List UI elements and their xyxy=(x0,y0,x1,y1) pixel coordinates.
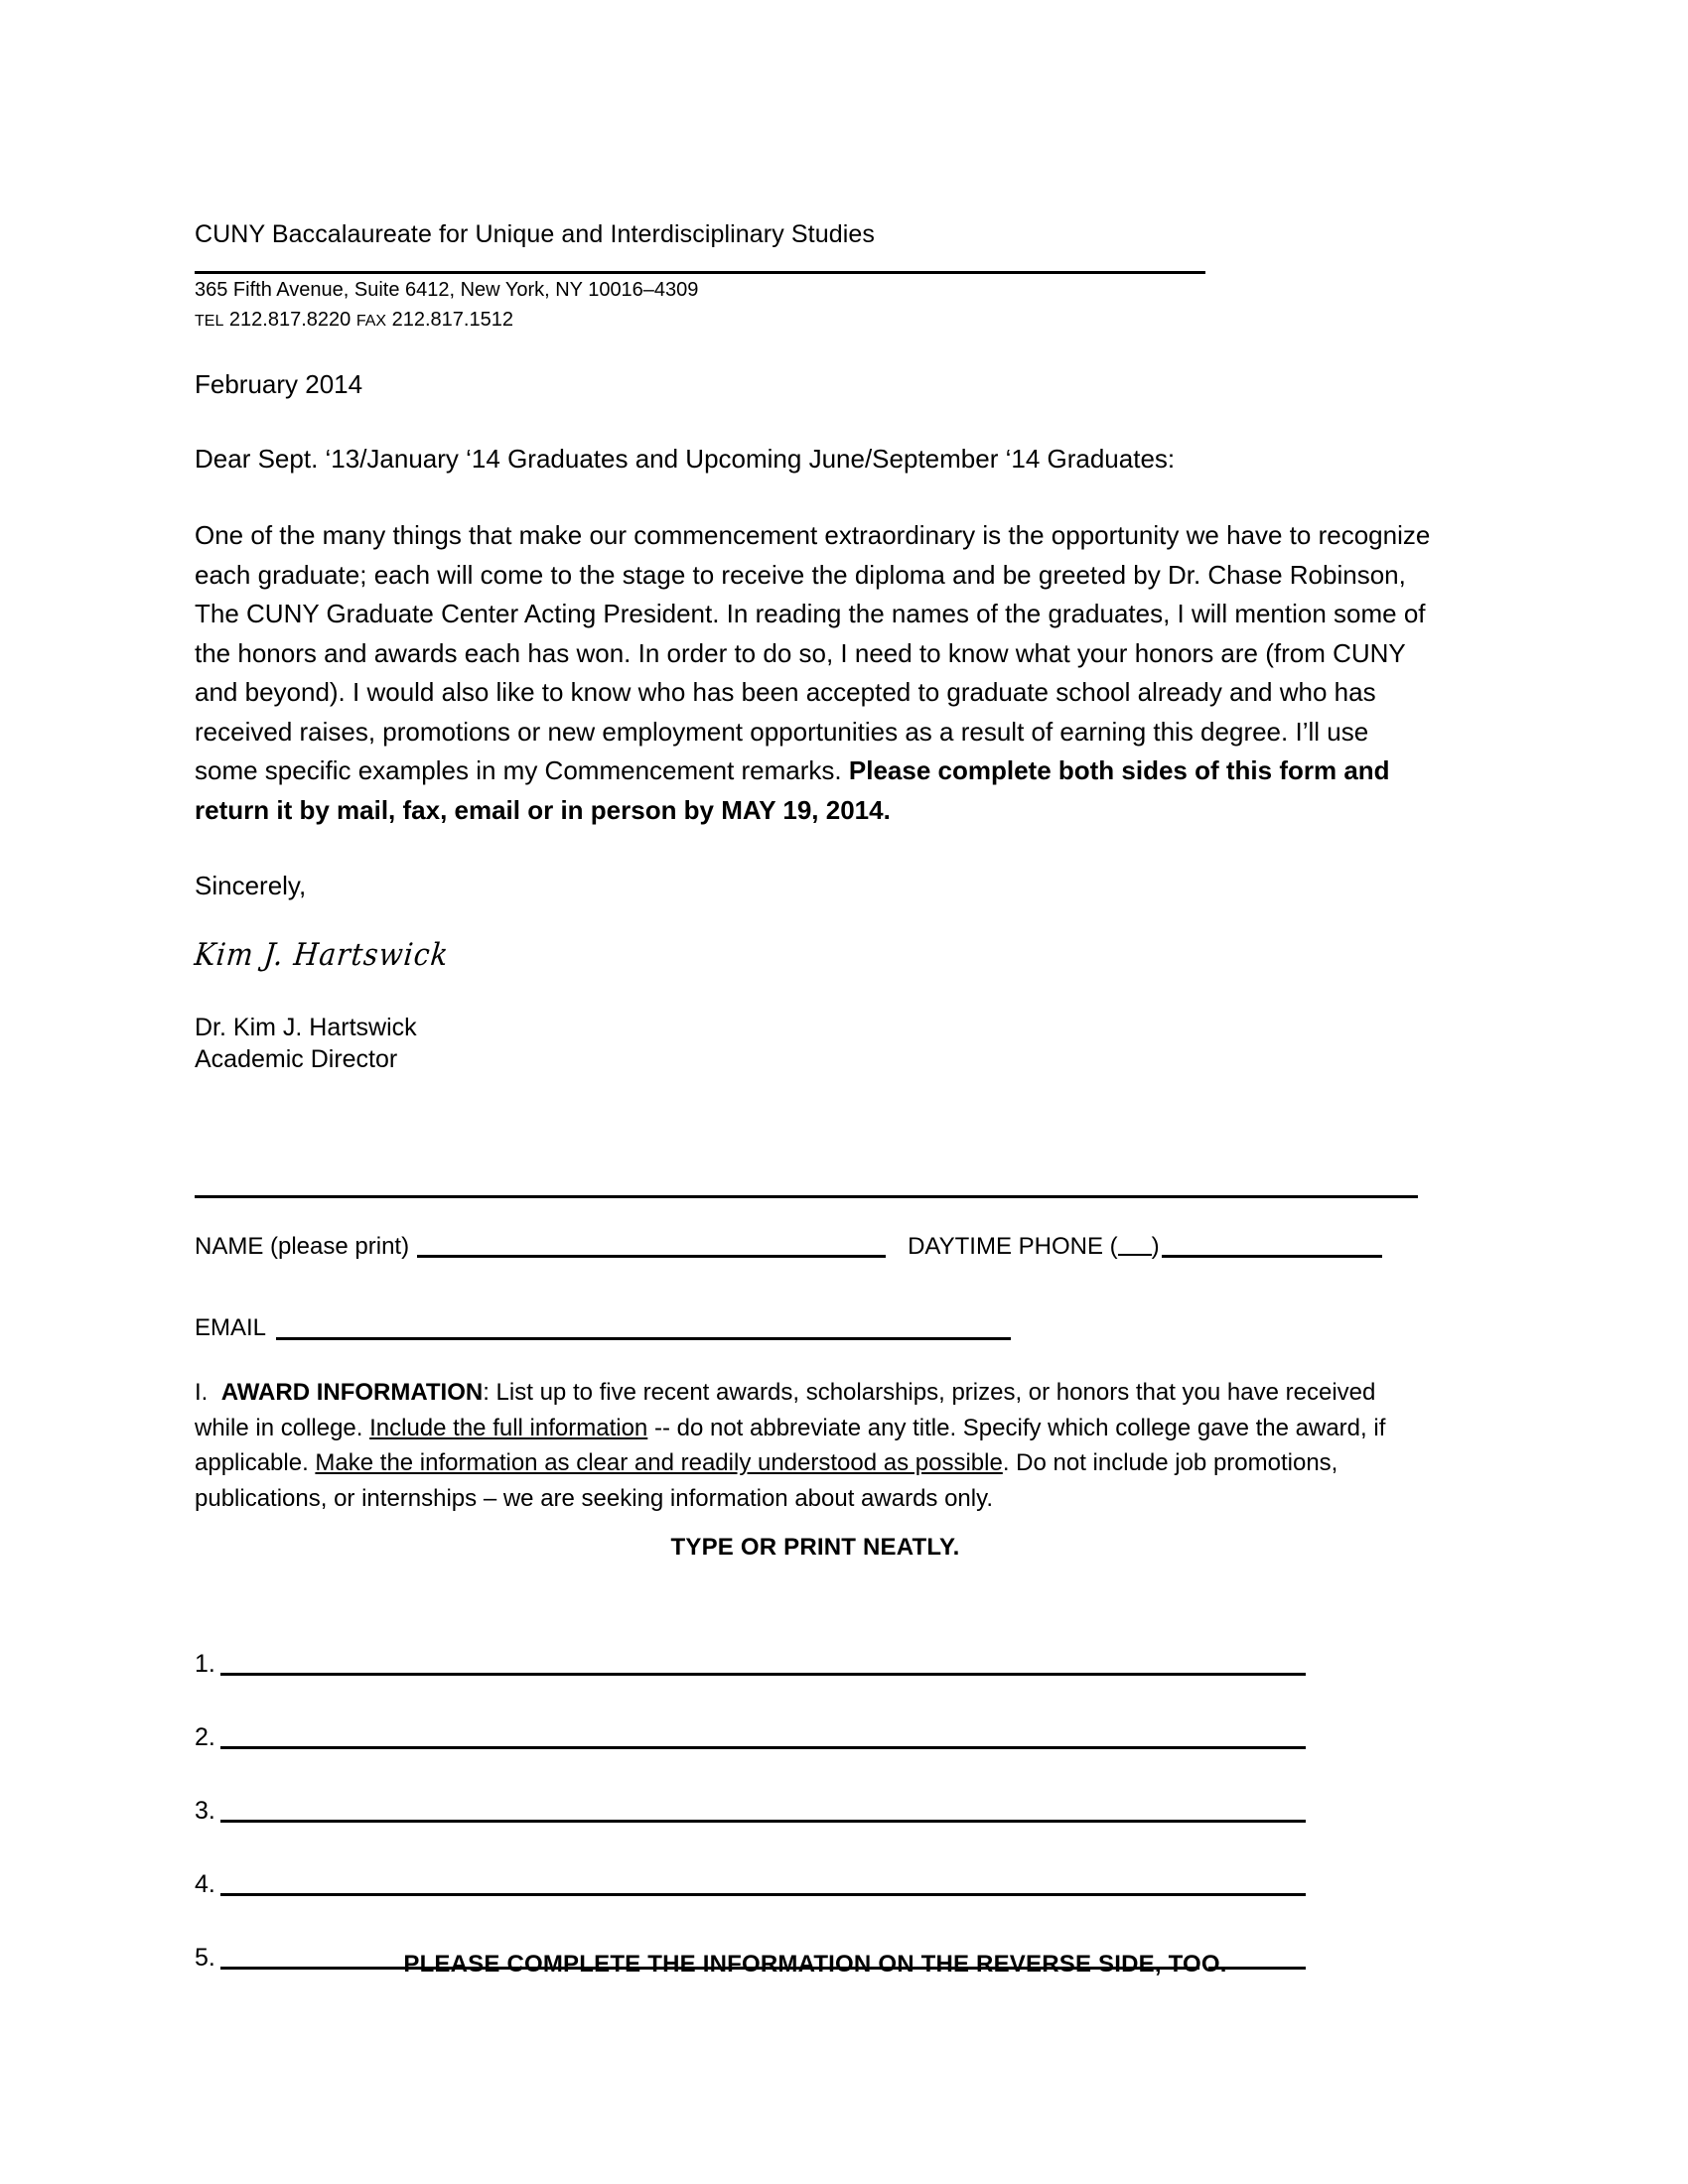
reverse-side-notice: PLEASE COMPLETE THE INFORMATION ON THE REVERSE SIDE, TOO. xyxy=(403,1951,1227,1978)
instruction-underline-1: Include the full information xyxy=(369,1414,648,1441)
email-input[interactable] xyxy=(276,1335,1011,1340)
contact-line xyxy=(195,307,1217,335)
award-entry-row xyxy=(195,1753,1446,1827)
instruction-text-1: List up to five recent awards, scholarships, prizes, or honors that you have received while in college. xyxy=(195,1379,1376,1441)
letter-closing: Sincerely, xyxy=(195,870,307,900)
award-entry-row xyxy=(195,1680,1446,1753)
phone-label xyxy=(908,1234,1160,1262)
signer-title: Academic Director xyxy=(195,1044,398,1073)
contact-form-fields xyxy=(195,1234,1446,1344)
award-entry-number: 1. xyxy=(195,1650,215,1678)
letter-body xyxy=(195,369,1436,1075)
award-entry-number: 5. xyxy=(195,1944,215,1972)
section-colon: : xyxy=(483,1379,490,1406)
instruction-text-3: . Do not include job promotions, publications, or internships – we are seeking information about awards only. xyxy=(195,1449,1338,1512)
letterhead xyxy=(195,220,1217,335)
organization-name: CUNY Baccalaureate for Unique and Interdisciplinary Studies xyxy=(195,220,875,248)
award-entry-number: 3. xyxy=(195,1797,215,1825)
award-entry-input[interactable] xyxy=(220,1891,1306,1896)
paragraph-bold-deadline: Please complete both sides of this form and return it by mail, fax, email or in person by MAY 19, 2014. xyxy=(195,755,1390,825)
signer-name: Dr. Kim J. Hartswick xyxy=(195,1013,417,1041)
paragraph-plain-text: One of the many things that make our commencement extraordinary is the opportunity we have to recognize each graduate; each will come to the stage to receive the diploma and be greeted by Dr. Chase Robinson, The CUNY Graduate Center Acting President. In reading the names of the graduates, I will mention some of the honors and awards each has won. In order to do so, I need to know what your honors are (from CUNY and beyond). I would also like to know who has been accepted to graduate school already and who has received raises, promotions or new employment opportunities as a result of earning this degree. I’ll use some specific examples in my Commencement remarks. xyxy=(195,520,1431,786)
fax-number: 212.817.1512 xyxy=(391,309,513,332)
award-entry-number: 2. xyxy=(195,1723,215,1751)
email-row xyxy=(195,1315,1446,1343)
award-entry-row xyxy=(195,1827,1446,1900)
award-entry-row xyxy=(195,1606,1446,1680)
section-numeral: I. xyxy=(195,1379,209,1406)
type-or-print-notice: TYPE OR PRINT NEATLY. xyxy=(670,1534,960,1561)
tel-number: 212.817.8220 xyxy=(228,309,352,332)
letter-paragraph xyxy=(195,516,1431,830)
award-entry-input[interactable] xyxy=(220,1818,1306,1823)
letter-date: February 2014 xyxy=(195,369,363,399)
email-label: EMAIL xyxy=(195,1314,267,1342)
award-information-instructions xyxy=(195,1375,1436,1516)
phone-label-suffix: ) xyxy=(1151,1233,1160,1260)
phone-label-prefix: DAYTIME PHONE ( xyxy=(908,1233,1118,1260)
name-label: NAME (please print) xyxy=(195,1233,410,1260)
section-heading: AWARD INFORMATION xyxy=(220,1379,484,1406)
tel-label: TEL xyxy=(195,313,224,331)
instruction-underline-2: Make the information as clear and readily understood as possible xyxy=(315,1449,1003,1477)
signature-image: Kim J. Hartswick xyxy=(193,936,451,973)
award-entry-list xyxy=(195,1606,1446,1974)
award-entry-input[interactable] xyxy=(220,1671,1306,1676)
address-line: 365 Fifth Avenue, Suite 6412, New York, NY 10016–4309 xyxy=(195,278,699,301)
form-section-divider xyxy=(195,1195,1418,1198)
name-input[interactable] xyxy=(417,1253,886,1258)
letter-salutation: Dear Sept. ‘13/January ‘14 Graduates and Upcoming June/September ‘14 Graduates: xyxy=(195,444,1176,475)
award-entry-input[interactable] xyxy=(220,1744,1306,1749)
area-code-input[interactable] xyxy=(1118,1234,1152,1256)
letterhead-divider xyxy=(195,271,1205,274)
name-phone-row xyxy=(195,1234,1446,1262)
phone-input[interactable] xyxy=(1162,1253,1382,1258)
fax-label: FAX xyxy=(355,313,387,331)
instruction-text-2: -- do not abbreviate any title. Specify which college gave the award, if applicable. xyxy=(195,1414,1386,1477)
award-entry-number: 4. xyxy=(195,1870,215,1898)
